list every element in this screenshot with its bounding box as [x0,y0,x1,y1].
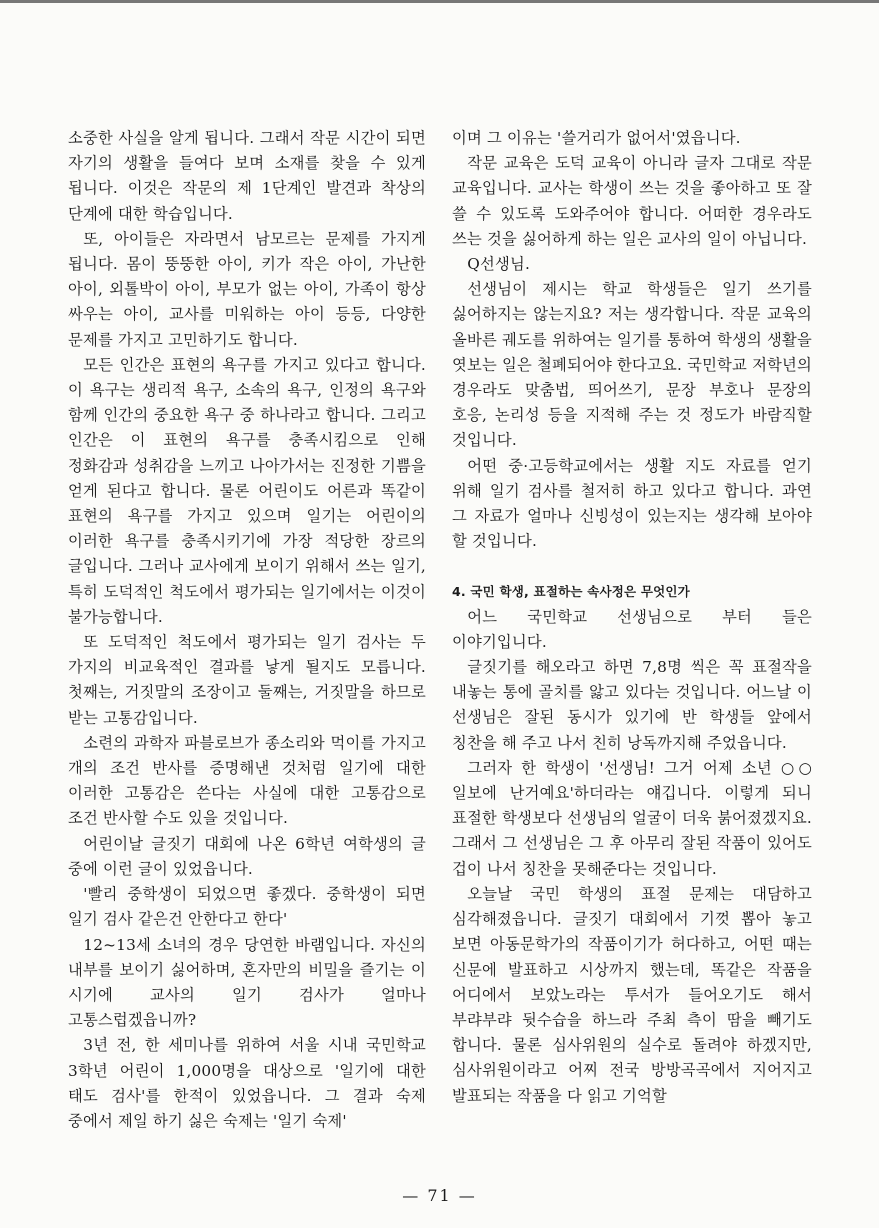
section-heading: 4. 국민 학생, 표절하는 속사정은 무엇인가 [452,584,690,600]
paragraph: 작문 교육은 도덕 교육이 아니라 글자 그대로 작문 교육입니다. 교사는 학생이 쓰는 것을 좋아하고 또 잘 쓸 수 있도록 도와주어야 합니다. 어떠한 경우라도 쓰는 것을 싫어하게 하는 일은 교사의 일이 아닙니다. [452,154,812,248]
paragraph: Q선생님. [467,255,531,274]
paragraph: 글짓기를 해오라고 하면 7,8명 씩은 꼭 표절작을 내놓는 통에 골치를 앓고 있다는 것입니다. 어느날 이 선생님은 잘된 동시가 있기에 반 학생들 앞에서 칭찬을 해 주고 나서 친히 낭독까지해 주었읍니다. [452,658,812,752]
paragraph: '빨리 중학생이 되었으면 좋겠다. 중학생이 되면 일기 검사 같은건 안한다고 한다' [68,885,426,929]
paragraph: 모든 인간은 표현의 욕구를 가지고 있다고 합니다. 이 욕구는 생리적 욕구, 소속의 욕구, 인정의 욕구와 함께 인간의 중요한 욕구 중 하나라고 합니다. 그리고 인간은 이 표현의 욕구를 충족시킴으로 인해 정화감과 성취감을 느끼고 나아가서는 진정한 기쁨을 얻게 된다고 합니다. 물론 어린이도 어른과 똑같이 표현의 욕구를 가지고 있으며 일기는 어린이의 이러한 욕구를 충족시키기에 가장 적당한 장르의 글입니다. 그러나 교사에게 보이기 위해서 쓰는 일기, 특히 도덕적인 척도에서 평가되는 일기에서는 이것이 불가능합니다. [68,355,426,626]
paragraph: 어떤 중·고등학교에서는 생활 지도 자료를 얻기 위해 일기 검사를 철저히 하고 있다고 합니다. 과연 그 자료가 얼마나 신빙성이 있는지는 생각해 보아야 할 것입니다. [452,456,812,551]
paragraph: 어린이날 글짓기 대회에 나온 6학년 여학생의 글 중에 이런 글이 있었읍니다. [68,834,426,878]
paragraph: 3년 전, 한 세미나를 위하여 서울 시내 국민학교 3학년 어린이 1,000명을 대상으로 '일기에 대한 태도 검사'를 한적이 있었읍니다. 그 결과 숙제 중에서 제일 하기 싫은 숙제는 '일기 숙제' [68,1036,426,1130]
left-column [68,126,426,1134]
paragraph: 선생님이 제시는 학교 학생들은 일기 쓰기를 싫어하지는 않는지요? 저는 생각합니다. 작문 교육의 올바른 궤도를 위하여는 일기를 통하여 학생의 생활을 엿보는 일은 철폐되어야 한다고요. 국민학교 저학년의 경우라도 맞춤법, 띄어쓰기, 문장 부호나 문장의 호응, 논리성 등을 지적해 주는 것 정도가 바람직할 것입니다. [452,280,812,450]
paragraph: 그러자 한 학생이 '선생님! 그거 어제 소년 ○○일보에 난거예요'하더라는 얘깁니다. 이렇게 되니 표절한 학생보다 선생님의 얼굴이 더욱 붉어졌겠지요. 그래서 그 선생님은 그 후 아무리 잘된 작품이 있어도 겁이 나서 칭찬을 못해준다는 것입니다. [452,758,812,878]
paragraph: 또, 아이들은 자라면서 남모르는 문제를 가지게 됩니다. 몸이 뚱뚱한 아이, 키가 작은 아이, 가난한 아이, 외톨박이 아이, 부모가 없는 아이, 가족이 항상 싸우는 아이, 교사를 미워하는 아이 등등, 다양한 문제를 가지고 고민하기도 합니다. [68,229,426,349]
paragraph: 어느 국민학교 선생님으로 부터 들은 이야기입니다. [452,607,812,651]
paragraph: 오늘날 국민 학생의 표절 문제는 대담하고 심각해졌읍니다. 글짓기 대회에서 기껏 뽑아 놓고 보면 아동문학가의 작품이기가 허다하고, 어떤 때는 신문에 발표하고 시상까지 했는데, 똑같은 작품을 어디에서 보았노라는 투서가 들어오기도 해서 부랴부랴 뒷수습을 하느라 주최 측이 땀을 빼기도 합니다. 물론 심사위원의 실수로 돌려야 하겠지만, 심사위원이라고 어찌 전국 방방곡곡에서 지어지고 발표되는 작품을 다 읽고 기억할 [452,884,812,1105]
paragraph: 소중한 사실을 알게 됩니다. 그래서 작문 시간이 되면 자기의 생활을 들여다 보며 소재를 찾을 수 있게 됩니다. 이것은 작문의 제 1단계인 발견과 착상의 단계에 대한 학습입니다. [68,129,426,223]
paragraph: 12~13세 소녀의 경우 당연한 바램입니다. 자신의 내부를 보이기 싫어하며, 혼자만의 비밀을 즐기는 이 시기에 교사의 일기 검사가 얼마나 고통스럽겠읍니까? [68,935,426,1030]
right-column [452,126,812,1109]
paragraph: 소련의 과학자 파블로브가 종소리와 먹이를 가지고 개의 조건 반사를 증명해낸 것처럼 일기에 대한 이러한 고통감은 쓴다는 사실에 대한 고통감으로 조건 반사할 수도 있을 것입니다. [68,733,426,828]
page-top-edge [0,0,879,3]
paragraph: 이며 그 이유는 '쓸거리가 없어서'였읍니다. [452,129,741,147]
paragraph: 또 도덕적인 척도에서 평가되는 일기 검사는 두 가지의 비교육적인 결과를 낳게 될지도 모릅니다. 첫째는, 거짓말의 조장이고 둘째는, 거짓말을 하므로 받는 고통감입니다. [68,633,426,727]
page-number: — 71 — [402,1186,477,1205]
